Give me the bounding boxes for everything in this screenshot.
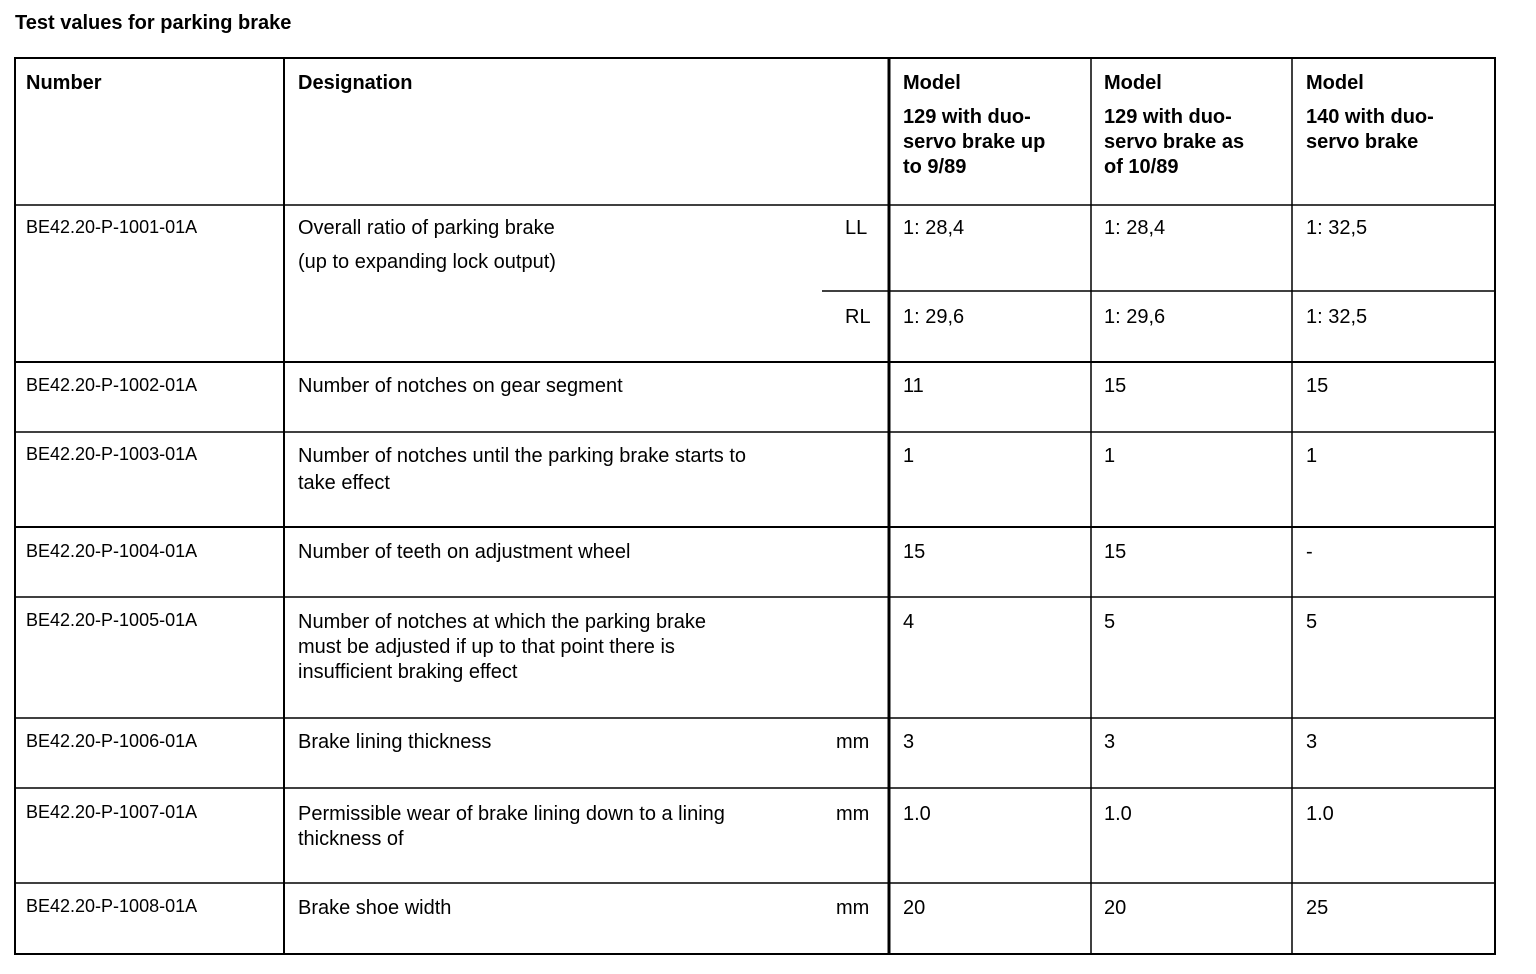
header-model-3-desc-line: servo brake bbox=[1306, 131, 1419, 153]
row-value: - bbox=[1306, 541, 1313, 563]
row-value: 1: 29,6 bbox=[903, 306, 965, 328]
row-value: 11 bbox=[903, 375, 924, 397]
row-value: 1: 28,4 bbox=[903, 217, 965, 239]
header-designation: Designation bbox=[298, 72, 413, 94]
row-value: 1 bbox=[903, 445, 915, 467]
row-designation-line: insufficient braking effect bbox=[298, 661, 518, 683]
row-value: 15 bbox=[903, 541, 926, 563]
row-designation-line: Number of notches on gear segment bbox=[298, 375, 623, 397]
row-number: BE42.20-P-1004-01A bbox=[26, 541, 198, 561]
row-designation-line: Permissible wear of brake lining down to a lining bbox=[298, 803, 725, 825]
row-value: 3 bbox=[1104, 731, 1116, 753]
row-designation-line: Number of notches at which the parking brake bbox=[298, 611, 706, 633]
row-number: BE42.20-P-1006-01A bbox=[26, 731, 198, 751]
row-number: BE42.20-P-1002-01A bbox=[26, 375, 198, 395]
header-number: Number bbox=[26, 72, 102, 94]
header-model-1-desc-line: to 9/89 bbox=[903, 156, 967, 178]
row-value: 25 bbox=[1306, 897, 1329, 919]
row-designation-line: thickness of bbox=[298, 828, 404, 850]
row-unit: mm bbox=[836, 803, 870, 825]
row-designation-line: Brake lining thickness bbox=[298, 731, 492, 753]
row-number: BE42.20-P-1003-01A bbox=[26, 444, 198, 464]
row-value: 20 bbox=[1104, 897, 1127, 919]
header-model-1-desc-line: 129 with duo- bbox=[903, 106, 1031, 128]
row-number: BE42.20-P-1001-01A bbox=[26, 217, 198, 237]
row-value: 1: 32,5 bbox=[1306, 306, 1368, 328]
row-value: 15 bbox=[1306, 375, 1329, 397]
row-value: 1 bbox=[1306, 445, 1318, 467]
header-model-2-desc-line: of 10/89 bbox=[1104, 156, 1179, 178]
row-value: 4 bbox=[903, 611, 915, 633]
page-title: Test values for parking brake bbox=[15, 12, 292, 34]
header-model-1-label: Model bbox=[903, 72, 961, 94]
row-number: BE42.20-P-1005-01A bbox=[26, 610, 198, 630]
header-model-2-desc-line: 129 with duo- bbox=[1104, 106, 1232, 128]
row-value: 1.0 bbox=[1104, 803, 1132, 825]
row-value: 5 bbox=[1306, 611, 1318, 633]
row-unit: LL bbox=[845, 217, 868, 239]
header-model-3-desc-line: 140 with duo- bbox=[1306, 106, 1434, 128]
row-value: 1 bbox=[1104, 445, 1116, 467]
row-designation-line: Number of teeth on adjustment wheel bbox=[298, 541, 631, 563]
row-value: 1.0 bbox=[1306, 803, 1334, 825]
row-unit: mm bbox=[836, 731, 870, 753]
row-designation-line: Brake shoe width bbox=[298, 897, 452, 919]
header-model-2-label: Model bbox=[1104, 72, 1162, 94]
row-value: 1: 28,4 bbox=[1104, 217, 1166, 239]
row-value: 1.0 bbox=[903, 803, 931, 825]
row-number: BE42.20-P-1007-01A bbox=[26, 802, 198, 822]
row-value: 15 bbox=[1104, 541, 1127, 563]
header-model-2-desc-line: servo brake as bbox=[1104, 131, 1245, 153]
header-model-1-desc-line: servo brake up bbox=[903, 131, 1046, 153]
header-model-3-label: Model bbox=[1306, 72, 1364, 94]
row-value: 15 bbox=[1104, 375, 1127, 397]
row-unit: mm bbox=[836, 897, 870, 919]
row-value: 1: 32,5 bbox=[1306, 217, 1368, 239]
row-designation-line: Number of notches until the parking brake starts to bbox=[298, 445, 747, 467]
row-value: 20 bbox=[903, 897, 926, 919]
row-number: BE42.20-P-1008-01A bbox=[26, 896, 198, 916]
row-value: 3 bbox=[1306, 731, 1318, 753]
row-designation-line: must be adjusted if up to that point there is bbox=[298, 636, 675, 658]
row-designation-line: Overall ratio of parking brake bbox=[298, 217, 555, 239]
row-value: 5 bbox=[1104, 611, 1116, 633]
row-value: 3 bbox=[903, 731, 915, 753]
row-unit: RL bbox=[845, 306, 871, 328]
row-designation-line: (up to expanding lock output) bbox=[298, 251, 556, 273]
row-value: 1: 29,6 bbox=[1104, 306, 1166, 328]
row-designation-line: take effect bbox=[298, 472, 390, 494]
